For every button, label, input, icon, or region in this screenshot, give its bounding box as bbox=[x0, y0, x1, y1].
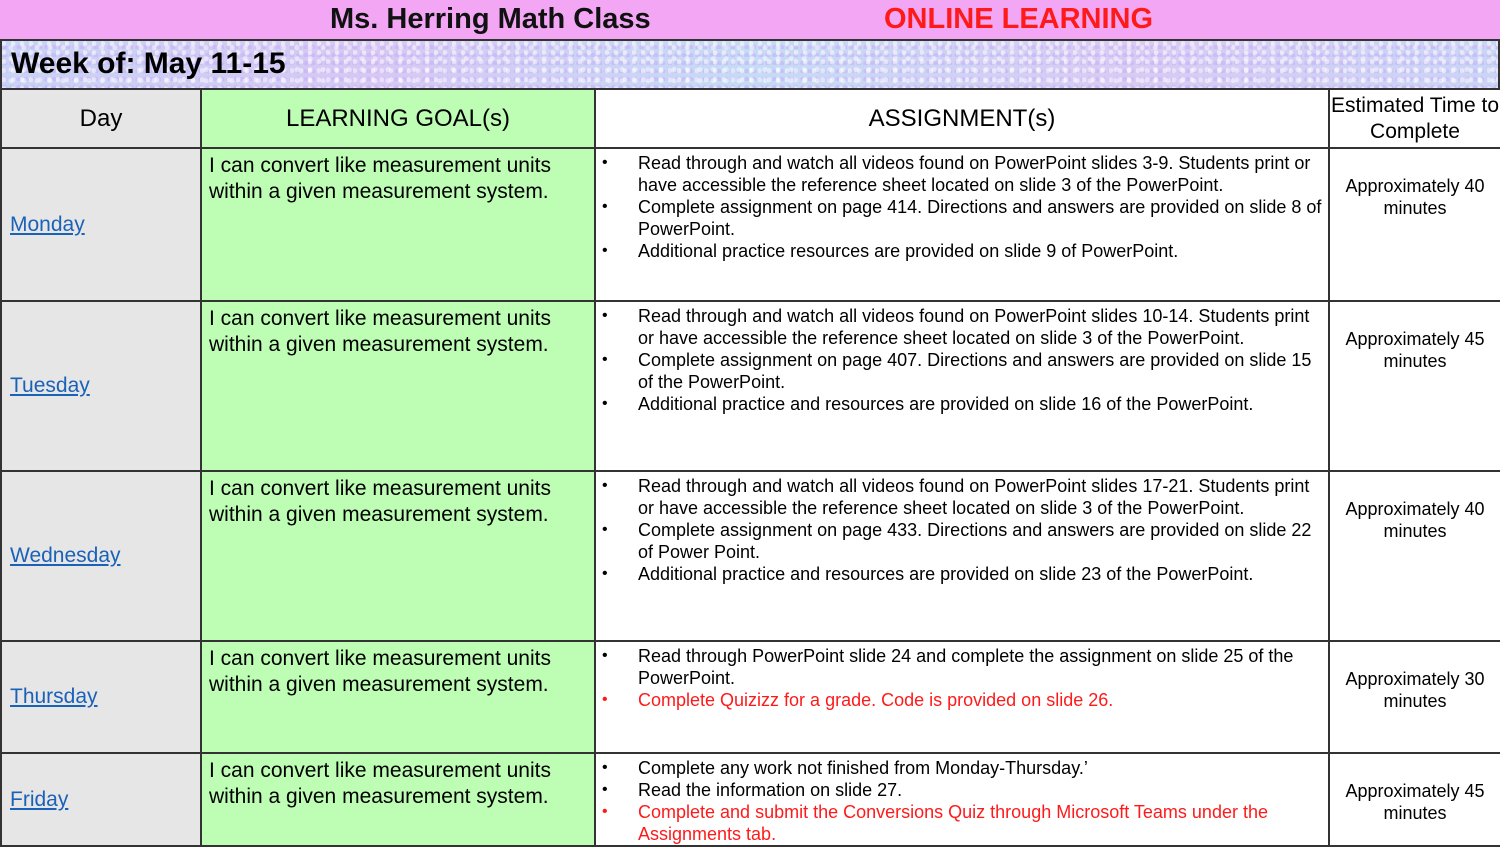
assignment-item: • Complete assignment on page 433. Directions and answers are provided on slide 22 of Power Point. bbox=[596, 519, 1322, 563]
day-cell bbox=[1, 301, 201, 471]
day-link-friday[interactable]: Friday bbox=[10, 787, 69, 811]
day-link-thursday[interactable]: Thursday bbox=[10, 685, 98, 708]
day-link-wednesday[interactable]: Wednesday bbox=[10, 544, 121, 567]
goal-cell bbox=[201, 641, 595, 753]
estimated-time: Approximately 40 minutes bbox=[1345, 176, 1485, 218]
column-header-day: Day bbox=[1, 89, 201, 148]
assignment-cell bbox=[595, 641, 1329, 753]
goal-cell bbox=[201, 471, 595, 641]
time-cell bbox=[1329, 301, 1500, 471]
goal-cell bbox=[201, 148, 595, 301]
title-bar bbox=[0, 0, 1500, 41]
assignment-item: • Read through PowerPoint slide 24 and complete the assignment on slide 25 of the PowerPoint. bbox=[596, 645, 1322, 689]
table-row-thursday bbox=[1, 641, 1500, 753]
assignment-item-graded: • Complete Quizizz for a grade. Code is provided on slide 26. bbox=[596, 689, 1322, 711]
day-link-monday[interactable]: Monday bbox=[10, 212, 85, 236]
schedule-table bbox=[0, 88, 1500, 847]
assignment-item: • Additional practice and resources are provided on slide 16 of the PowerPoint. bbox=[596, 393, 1322, 415]
estimated-time: Approximately 30 minutes bbox=[1345, 669, 1485, 711]
assignment-item: • Additional practice and resources are provided on slide 23 of the PowerPoint. bbox=[596, 563, 1322, 585]
assignment-item: • Complete any work not finished from Monday-Thursday.’ bbox=[596, 757, 1322, 779]
assignment-item: • Read through and watch all videos found on PowerPoint slides 3-9. Students print or have accessible the reference sheet located on slide 3 of the PowerPoint. bbox=[596, 152, 1322, 196]
learning-goal: I can convert like measurement units within a given measurement system. bbox=[209, 759, 551, 808]
assignment-item: • Complete assignment on page 407. Directions and answers are provided on slide 15 of the PowerPoint. bbox=[596, 349, 1322, 393]
time-cell bbox=[1329, 471, 1500, 641]
day-cell bbox=[1, 641, 201, 753]
assignment-list bbox=[596, 302, 1328, 415]
header-row bbox=[1, 89, 1500, 148]
column-header-assignment: ASSIGNMENT(s) bbox=[595, 89, 1329, 148]
table-row-friday bbox=[1, 753, 1500, 846]
assignment-item: • Complete assignment on page 414. Directions and answers are provided on slide 8 of PowerPoint. bbox=[596, 196, 1322, 240]
assignment-list bbox=[596, 149, 1328, 262]
day-cell bbox=[1, 753, 201, 846]
assignment-cell bbox=[595, 471, 1329, 641]
learning-goal: I can convert like measurement units within a given measurement system. bbox=[209, 477, 551, 526]
learning-goal: I can convert like measurement units within a given measurement system. bbox=[209, 154, 551, 203]
assignment-cell bbox=[595, 301, 1329, 471]
table-row-monday bbox=[1, 148, 1500, 301]
estimated-time: Approximately 40 minutes bbox=[1345, 499, 1485, 541]
day-cell bbox=[1, 471, 201, 641]
assignment-list bbox=[596, 642, 1328, 711]
assignment-item: • Additional practice resources are provided on slide 9 of PowerPoint. bbox=[596, 240, 1322, 262]
assignment-item: • Read through and watch all videos found on PowerPoint slides 10-14. Students print or have accessible the reference sheet located on slide 3 of the PowerPoint. bbox=[596, 305, 1322, 349]
assignment-item: • Read the information on slide 27. bbox=[596, 779, 1322, 801]
time-cell bbox=[1329, 641, 1500, 753]
column-header-goal: LEARNING GOAL(s) bbox=[201, 89, 595, 148]
goal-cell bbox=[201, 301, 595, 471]
time-cell bbox=[1329, 148, 1500, 301]
assignment-item-graded: • Complete and submit the Conversions Quiz through Microsoft Teams under the Assignments tab. bbox=[596, 801, 1322, 845]
table-row-wednesday bbox=[1, 471, 1500, 641]
assignment-cell bbox=[595, 148, 1329, 301]
assignment-list bbox=[596, 472, 1328, 585]
column-header-time: Estimated Time to Complete bbox=[1329, 89, 1500, 148]
assignment-list bbox=[596, 754, 1328, 845]
estimated-time: Approximately 45 minutes bbox=[1345, 781, 1485, 823]
assignment-item: • Read through and watch all videos found on PowerPoint slides 17-21. Students print or have accessible the reference sheet located on slide 3 of the PowerPoint. bbox=[596, 475, 1322, 519]
time-cell bbox=[1329, 753, 1500, 846]
online-learning-label: ONLINE LEARNING bbox=[884, 3, 1154, 35]
goal-cell bbox=[201, 753, 595, 846]
class-title: Ms. Herring Math Class bbox=[330, 3, 651, 35]
table-row-tuesday bbox=[1, 301, 1500, 471]
learning-goal: I can convert like measurement units within a given measurement system. bbox=[209, 307, 551, 356]
assignment-cell bbox=[595, 753, 1329, 846]
day-link-tuesday[interactable]: Tuesday bbox=[10, 374, 90, 397]
estimated-time: Approximately 45 minutes bbox=[1345, 329, 1485, 371]
week-bar bbox=[0, 41, 1500, 88]
learning-goal: I can convert like measurement units within a given measurement system. bbox=[209, 647, 551, 696]
week-label: Week of: May 11-15 bbox=[11, 47, 286, 80]
day-cell bbox=[1, 148, 201, 301]
